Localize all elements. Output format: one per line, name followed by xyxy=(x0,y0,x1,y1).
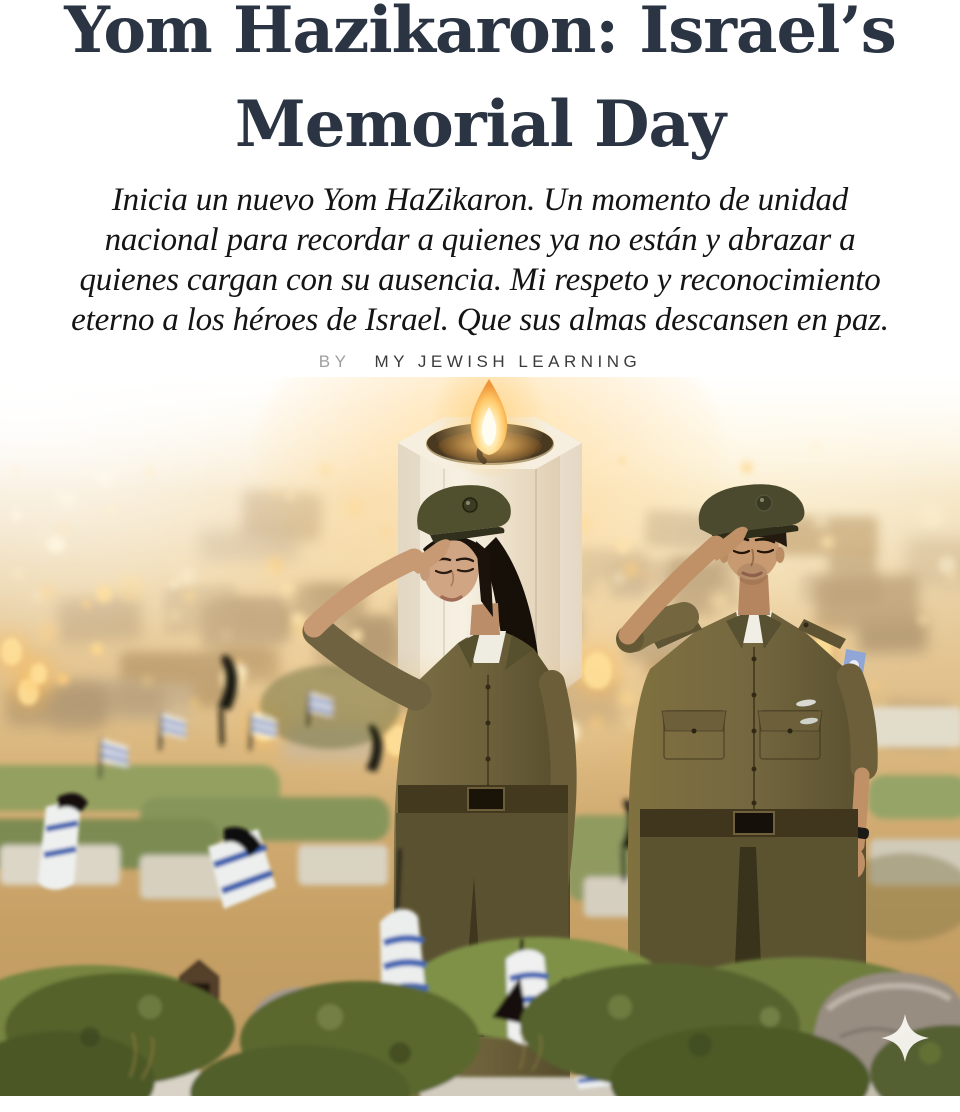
belt-buckle xyxy=(734,812,774,834)
title-line-1: Yom Hazikaron: Israel’s xyxy=(64,0,896,68)
beret-badge xyxy=(756,495,772,511)
byline-prefix: BY xyxy=(318,352,351,371)
hero-image xyxy=(0,377,960,1096)
hanging-arm xyxy=(850,677,864,767)
beret-badge xyxy=(463,498,477,512)
byline xyxy=(0,352,960,372)
neck xyxy=(470,603,500,635)
title-line-2: Memorial Day xyxy=(234,87,726,162)
scene-illustration xyxy=(0,377,960,1096)
subtitle-line: nacional para recordar a quienes ya no están y abrazar a xyxy=(104,222,856,258)
subtitle-line: eterno a los héroes de Israel. Que sus almas descansen en paz. xyxy=(71,302,889,338)
subtitle-line: quienes cargan con su ausencia. Mi respeto y reconocimiento xyxy=(79,262,881,298)
page-title xyxy=(0,0,960,172)
subtitle-line: Inicia un nuevo Yom HaZikaron. Un momento de unidad xyxy=(111,182,849,218)
belt-buckle xyxy=(468,788,504,810)
article-subtitle xyxy=(30,180,930,340)
byline-author: MY JEWISH LEARNING xyxy=(374,352,642,371)
article-header xyxy=(0,0,960,377)
